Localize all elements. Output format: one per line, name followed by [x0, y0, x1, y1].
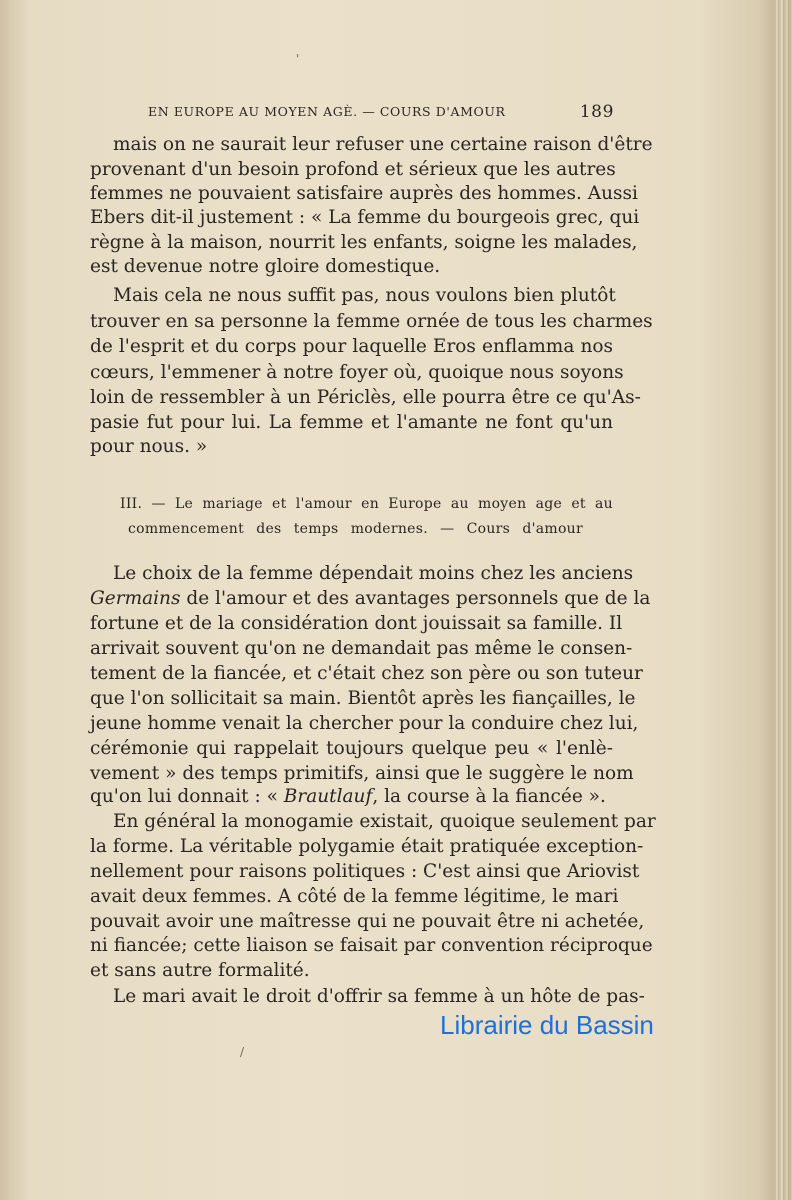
- text-line: arrivait souvent qu'on ne demandait pas même le consen-: [90, 638, 633, 659]
- text-line: tement de la fiancée, et c'était chez son père ou son tuteur: [90, 663, 643, 684]
- text-line: En général la monogamie existait, quoique seulement par: [113, 811, 656, 832]
- text-line: mais on ne saurait leur refuser une certaine raison d'être: [113, 134, 653, 155]
- text-line: cérémonie qui rappelait toujours quelque peu « l'enlè-: [90, 738, 613, 759]
- text-line: pour nous. »: [90, 436, 208, 457]
- text-line: femmes ne pouvaient satisfaire auprès des hommes. Aussi: [90, 183, 638, 204]
- text-line: loin de ressembler à un Périclès, elle pourra être ce qu'As-: [90, 387, 641, 408]
- pencil-mark: /: [240, 1045, 245, 1059]
- text-line: avait deux femmes. A côté de la femme légitime, le mari: [90, 886, 619, 907]
- text-line: ni fiancée; cette liaison se faisait par convention réciproque: [90, 935, 653, 956]
- text-line: Ebers dit-il justement : « La femme du bourgeois grec, qui: [90, 207, 640, 228]
- text-line: cœurs, l'emmener à notre foyer où, quoique nous soyons: [90, 362, 624, 383]
- text-line: la forme. La véritable polygamie était pratiquée exception-: [90, 836, 644, 857]
- pencil-mark: ': [296, 52, 300, 66]
- text-line: jeune homme venait la chercher pour la conduire chez lui,: [90, 713, 639, 734]
- text-line: qu'on lui donnait : « Brautlauf, la course à la fiancée ».: [90, 786, 606, 807]
- section-heading-line-2: commencement des temps modernes. — Cours d'amour: [128, 521, 583, 537]
- text-line: vement » des temps primitifs, ainsi que le suggère le nom: [90, 763, 634, 784]
- text-line: Mais cela ne nous suffit pas, nous voulons bien plutôt: [113, 285, 616, 306]
- running-header: [148, 102, 614, 122]
- text-line: provenant d'un besoin profond et sérieux que les autres: [90, 159, 616, 180]
- text-line: est devenue notre gloire domestique.: [90, 256, 441, 277]
- page-edges: [774, 0, 792, 1200]
- text-line: Germains de l'amour et des avantages personnels que de la: [90, 588, 651, 609]
- text-line: que l'on sollicitait sa main. Bientôt après les fiançailles, le: [90, 688, 636, 709]
- text-line: nellement pour raisons politiques : C'est ainsi que Ariovist: [90, 861, 640, 882]
- section-heading-line-1: III. — Le mariage et l'amour en Europe au moyen age et au: [120, 496, 613, 512]
- text-line: pasie fut pour lui. La femme et l'amante ne font qu'un: [90, 412, 613, 433]
- text-line: pouvait avoir une maîtresse qui ne pouvait être ni achetée,: [90, 911, 645, 932]
- text-line: règne à la maison, nourrit les enfants, soigne les malades,: [90, 232, 638, 253]
- text-line: Le choix de la femme dépendait moins chez les anciens: [113, 563, 634, 584]
- watermark: Librairie du Bassin: [440, 1010, 654, 1040]
- page-number: 189: [579, 102, 614, 122]
- text-line: et sans autre formalité.: [90, 960, 310, 981]
- running-title: EN EUROPE AU MOYEN AGÈ. — COURS D'AMOUR: [148, 104, 506, 119]
- text-line: de l'esprit et du corps pour laquelle Eros enflamma nos: [90, 336, 613, 357]
- text-line: Le mari avait le droit d'offrir sa femme à un hôte de pas-: [113, 986, 645, 1007]
- text-line: trouver en sa personne la femme ornée de tous les charmes: [90, 311, 653, 332]
- text-line: fortune et de la considération dont jouissait sa famille. Il: [90, 613, 623, 634]
